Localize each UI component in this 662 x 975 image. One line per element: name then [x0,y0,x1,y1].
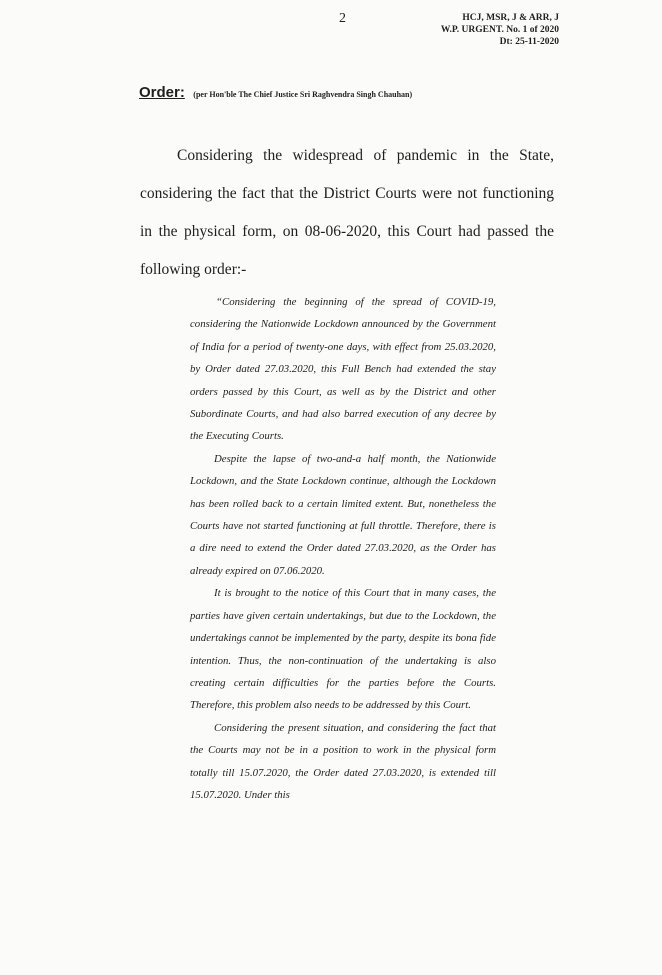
intro-section [140,137,554,289]
page-number: 2 [339,11,346,26]
order-author: (per Hon'ble The Chief Justice Sri Raghvendra Singh Chauhan) [193,90,413,99]
quoted-paragraph: “Considering the beginning of the spread of COVID-19, considering the Nationwide Lockdown announced by the Government of India for a period of twenty-one days, with effect from 25.03.2020, by Order dated 27.03.2020, this Full Bench had extended the stay orders passed by this Court, as well as by the District and other Subordinate Courts, and had also barred execution of any decree by the Executing Courts. [190,296,496,443]
date-line: Dt: 25-11-2020 [499,37,559,47]
intro-paragraph: Considering the widespread of pandemic in the State, considering the fact that the District Courts were not functioning in the physical form, on 08-06-2020, this Court had passed the following order:- [140,147,554,278]
quoted-paragraph: Despite the lapse of two-and-a half month, the Nationwide Lockdown, and the State Lockdown continue, although the Lockdown has been rolled back to a certain limited extent. But, nonetheless the Courts have not started functioning at full throttle. Therefore, there is a dire need to extend the Order dated 27.03.2020, as the Order has already expired on 07.06.2020. [190,452,496,577]
quoted-order [190,291,496,806]
order-heading [139,84,412,102]
quoted-paragraph: It is brought to the notice of this Court that in many cases, the parties have given certain undertakings, but due to the Lockdown, the undertakings cannot be implemented by the party, despite its bona fide intention. Thus, the non-continuation of the undertaking is also creating certain difficulties for the parties before the Courts. Therefore, this problem also needs to be addressed by this Court. [190,587,496,712]
case-number-line: W.P. URGENT. No. 1 of 2020 [440,25,559,35]
quoted-paragraph: Considering the present situation, and considering the fact that the Courts may not be in a position to work in the physical form totally till 15.07.2020, the Order dated 27.03.2020, is extended till 15.07.2020. Under this [190,721,496,801]
bench-line: HCJ, MSR, J & ARR, J [462,13,559,23]
order-label: Order: [139,84,185,101]
case-reference-block [441,12,559,48]
